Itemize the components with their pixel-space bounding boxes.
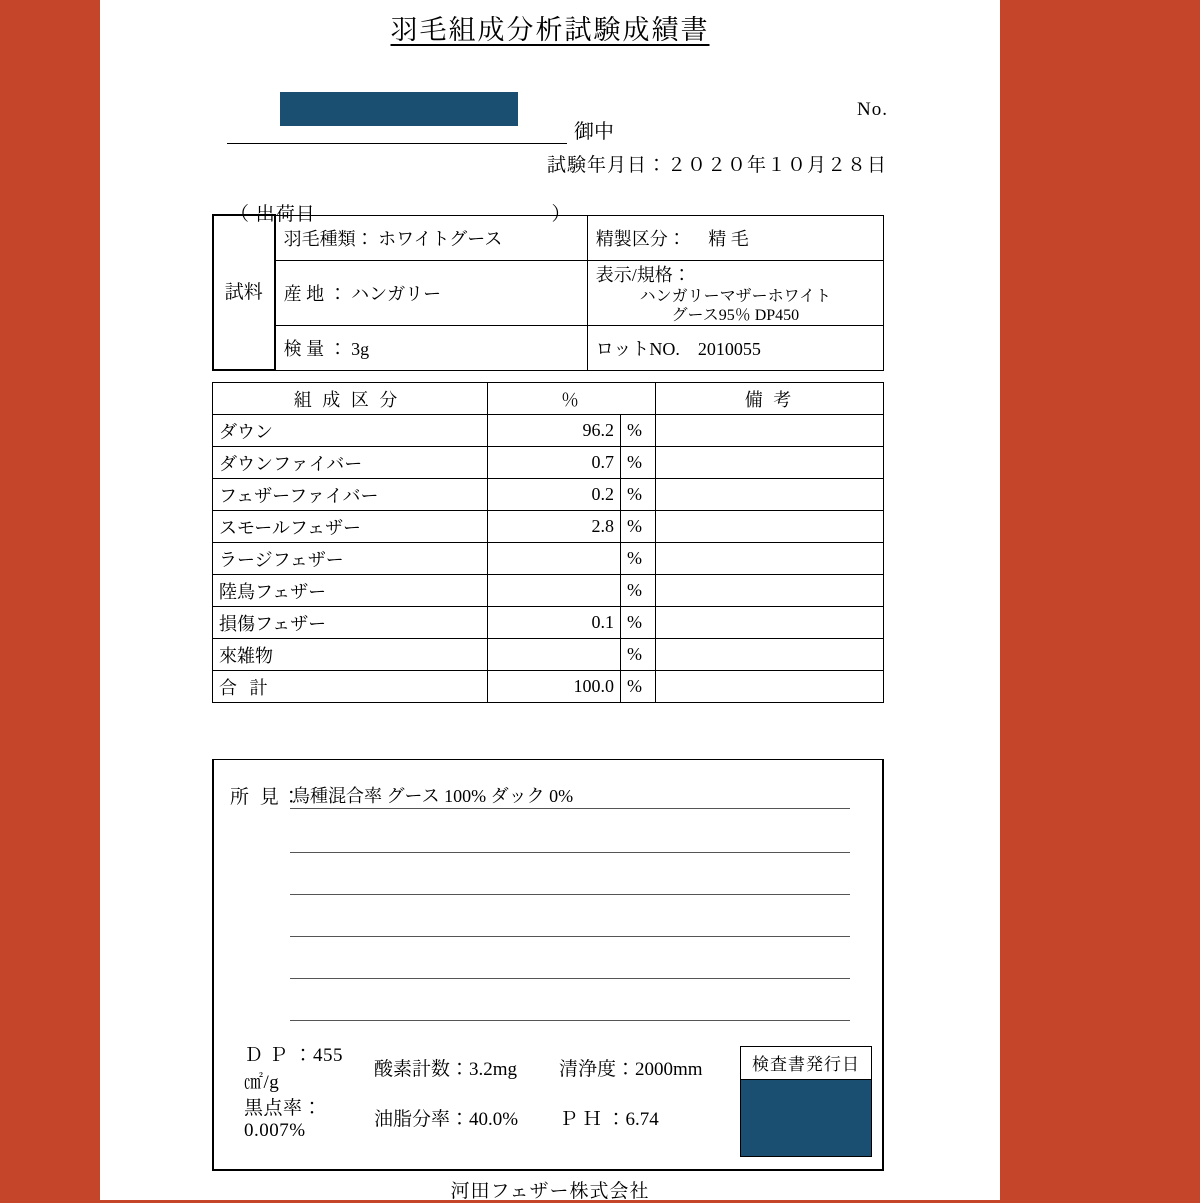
table-row: [213, 607, 884, 639]
composition-row-value: [488, 575, 621, 607]
sample-spec: [587, 260, 883, 325]
findings-rule: [290, 936, 850, 937]
composition-row-unit: %: [621, 543, 656, 575]
sample-table: [212, 214, 884, 371]
table-row: [213, 447, 884, 479]
sample-origin-label: 産 地 ：: [283, 283, 347, 304]
metric-oil-rate: 油脂分率：40.0%: [374, 1108, 519, 1130]
composition-row-name: ラージフェザー: [213, 543, 488, 575]
sample-vertical-label: [213, 215, 275, 370]
sample-feather-type-label: 羽毛種類：: [283, 228, 374, 249]
sample-weight-label: 検 量 ：: [283, 338, 347, 359]
findings-rule: [290, 808, 850, 809]
table-row: [213, 215, 884, 260]
composition-row-unit: %: [621, 575, 656, 607]
composition-header-note: 備 考: [656, 383, 884, 415]
composition-row-value: [488, 639, 621, 671]
sample-spec-value-line1: ハンガリーマザーホワイト: [639, 287, 832, 305]
sample-lot-value: 2010055: [697, 338, 761, 359]
sample-feather-type-value: ホワイトグース: [378, 228, 503, 249]
findings-rule: [290, 978, 850, 979]
sample-refine-class-label: 精製区分：: [595, 228, 686, 249]
composition-row-unit: %: [621, 447, 656, 479]
composition-row-name: フェザーファイバー: [213, 479, 488, 511]
ship-date-label: （ 出荷日: [230, 204, 316, 225]
metric-ph: Ｐ Ｈ ：6.74: [559, 1108, 659, 1130]
composition-header-percent: ％: [488, 383, 656, 415]
composition-row-note: [656, 607, 884, 639]
composition-row-value: 0.7: [488, 447, 621, 479]
composition-total-note: [656, 671, 884, 703]
composition-row-note: [656, 447, 884, 479]
customer-name-rule: [227, 143, 567, 144]
sample-spec-value: [596, 287, 875, 325]
composition-total-unit: %: [621, 671, 656, 703]
composition-row-note: [656, 415, 884, 447]
findings-box: [212, 759, 884, 1171]
ship-date-close-paren: ）: [551, 204, 572, 225]
composition-row-name: ダウン: [213, 415, 488, 447]
findings-text: 鳥種混合率 グース 100% ダック 0%: [292, 786, 574, 806]
composition-row-note: [656, 575, 884, 607]
table-row: [213, 543, 884, 575]
metric-cleanliness: 清浄度：2000mm: [559, 1058, 703, 1080]
issue-date-title: 検査書発行日: [741, 1047, 871, 1080]
composition-row-name: 損傷フェザー: [213, 607, 488, 639]
table-row: [213, 575, 884, 607]
metric-oxygen: 酸素計数：3.2mg: [374, 1058, 518, 1080]
composition-row-note: [656, 543, 884, 575]
table-row: [213, 260, 884, 325]
findings-label: 所 見：: [230, 787, 304, 808]
composition-row-name: ダウンファイバー: [213, 447, 488, 479]
composition-table: [212, 382, 884, 703]
sample-refine-class: [587, 215, 883, 260]
company-footer: 河田フェザー株式会社: [450, 1181, 650, 1202]
report-page: [100, 0, 1000, 1200]
sample-spec-value-line2: グース95％ DP450: [671, 306, 800, 324]
sample-origin-value: ハンガリー: [351, 283, 442, 304]
composition-row-unit: %: [621, 415, 656, 447]
honorific-label: 御中: [574, 121, 614, 143]
sample-vertical-label-text: 試料: [224, 281, 263, 303]
page-title: 羽毛組成分析試験成績書: [390, 15, 710, 45]
sample-refine-class-value: 精 毛: [708, 228, 749, 249]
sample-lot-label: ロットNO.: [595, 338, 680, 359]
composition-header-row: [213, 383, 884, 415]
sample-feather-type: [275, 215, 588, 260]
findings-rule: [290, 852, 850, 853]
composition-row-value: 96.2: [488, 415, 621, 447]
composition-total-label: 合 計: [213, 671, 488, 703]
composition-row-name: 來雑物: [213, 639, 488, 671]
composition-row-note: [656, 639, 884, 671]
composition-row-value: [488, 543, 621, 575]
composition-total-row: [213, 671, 884, 703]
sample-weight: [275, 325, 588, 370]
composition-row-value: 2.8: [488, 511, 621, 543]
table-row: [213, 325, 884, 370]
issue-date-redaction: [741, 1080, 871, 1156]
findings-rule: [290, 894, 850, 895]
table-row: [213, 639, 884, 671]
composition-row-name: スモールフェザー: [213, 511, 488, 543]
findings-rule: [290, 1020, 850, 1021]
table-row: [213, 415, 884, 447]
metric-black-spot: 黒点率：0.007%: [244, 1097, 323, 1141]
customer-name-redaction: [280, 92, 518, 126]
composition-row-unit: %: [621, 511, 656, 543]
composition-row-note: [656, 479, 884, 511]
composition-row-value: 0.1: [488, 607, 621, 639]
header-block: [112, 47, 988, 225]
composition-total-value: 100.0: [488, 671, 621, 703]
composition-row-value: 0.2: [488, 479, 621, 511]
table-row: [213, 479, 884, 511]
composition-row-unit: %: [621, 639, 656, 671]
sample-spec-label: 表示/規格：: [595, 264, 691, 285]
composition-row-name: 陸鳥フェザー: [213, 575, 488, 607]
composition-row-note: [656, 511, 884, 543]
test-date: 試験年月日：２０２０年１０月２８日: [547, 155, 888, 176]
sample-lot: [587, 325, 883, 370]
sample-origin: [275, 260, 588, 325]
metric-dp: Ｄ Ｐ ：455㎠/g: [244, 1045, 344, 1093]
issue-date-box: [740, 1046, 872, 1157]
composition-row-unit: %: [621, 479, 656, 511]
sample-weight-value: 3g: [351, 338, 370, 359]
composition-header-name: 組 成 区 分: [213, 383, 488, 415]
composition-row-unit: %: [621, 607, 656, 639]
report-number-label: No.: [857, 99, 888, 120]
table-row: [213, 511, 884, 543]
